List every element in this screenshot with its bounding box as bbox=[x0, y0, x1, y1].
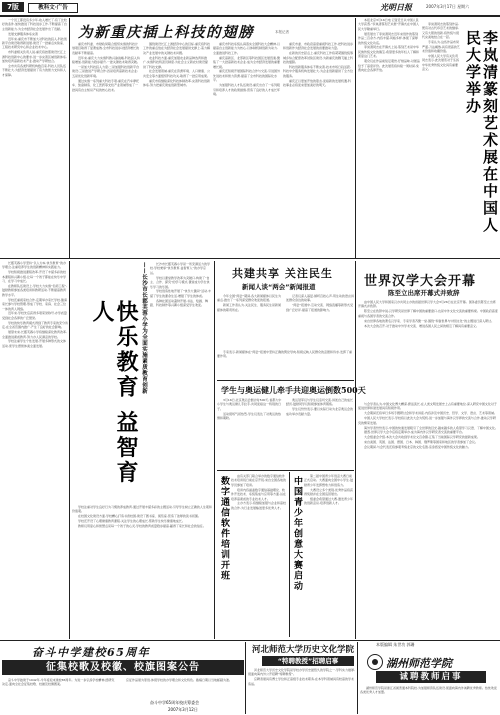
youth-headline: 中国青少年创意大赛启动 bbox=[292, 476, 302, 592]
hebei-subhead: “特聘教授”招聘启事 bbox=[262, 656, 354, 666]
gongjian-body-2: 记者们深入基层,倾听百姓心声,用生动的语言讲述群众身边的故事。 “两会”报道中,互动交流、网络直播等新形式受到广泛好评,提高了报道的影响力。 bbox=[286, 294, 354, 312]
masthead-rule bbox=[0, 15, 500, 17]
page-tag: 7版 bbox=[2, 2, 24, 12]
left-mid-column: 长郡芙蓉小学坚持“以人为本,快乐教育”的办学理念,注重培养学生的创新精神和实践能力。 学校积极推进课程改革,开设了丰富多彩的校本课程和兴趣小组,让每一个孩子都能在快乐中学习、在学习中成长。 在教师队伍建设上,学校大力实施“名师工程”,鼓励教师参加各类培训和教研活动,不断提高教育教学水平。 学校还重视家校合作,定期举办家长学校,邀请家长参与学校管理,形成了学校、家庭、社会三位一体的育人网络。 近年来,学校先后获得多项荣誉称号,办学质量受到社会各界的广泛赞誉。 学校的快乐教育模式得到了教育专家的充分肯定,在全省范围内推广,产生了良好的社会影响。 展望未来,长郡芙蓉小学将继续深化教育改革,全面推进素质教育,努力办人民满意的学校。 学校注重学生个性发展,开展多种形式的文体活动,使学生德智体美全面发展。 bbox=[2, 261, 68, 348]
hebei-headline: 河北师范大学历史文化学院 bbox=[252, 645, 355, 655]
chongqing-body-4: 重庆市委、市政府高度重视科技工作,把科技进步和创新作为经济社会发展的首要推动力量。 在新的历史起点上,重庆科技工作将紧紧围绕统筹城乡综合配套改革试验区建设,为新重庆的腾飞插上科技的翅膀。 科技创新服务体系不断完善,技术市场日趋活跃,科技中介服务机构发展壮大,为企业创新提供了全方位的服务。 重庆正以更加开放的姿态,迎接新的发展机遇,科技事业必将迎来更加美好的明天。 bbox=[283, 42, 353, 88]
masthead bbox=[0, 0, 500, 15]
exhibit-body-2: 李岚清同志的篆刻作品,既有对古代印章艺术的继承,又有大胆的创新,将传统与现代完美地结合在一起。 专家认为,这些作品布局严谨,刀法娴熟,具有很高的艺术价值和收藏价值。 中国人民大学有关负责同志表示,此次展览对于弘扬中华优秀传统文化具有重要意义。 bbox=[422, 22, 460, 72]
huzhou-body: 湖州师范学院是浙江省属普通本科院校,为加强师资队伍建设,现面向海内外诚聘优秀教师。热忱欢迎各类优秀人才加盟。 bbox=[360, 686, 497, 695]
chongqing-body-1: 重庆市科委、市财政局联合组织实施的科技计划项目取得了显著成效,全市科技进步对经济增长的贡献率不断提高。 近年来,重庆大力实施科教兴渝战略,科技投入持续增加,创新能力稳步提升,一批关键技术取得突破。 一是加大科技投入力度;二是加强科技创新平台建设;三是推进产学研合作;四是培育高新技术企业;五是优化创新环境。 通过实施一系列重大科技专项,重庆在汽车摩托车、装备制造、化工医药等支柱产业领域形成了一批具有自主知识产权的核心技术。 bbox=[72, 42, 140, 92]
gongjian-subhead: 新闻人谈“两会”新闻报道 bbox=[242, 283, 316, 291]
digital-headline: 数字通信软件培训开班 bbox=[219, 476, 229, 581]
horizontal-rule bbox=[0, 258, 500, 259]
sinology-headline: 世界汉学大会开幕 bbox=[364, 274, 477, 289]
paper-name: 光明日报 bbox=[380, 2, 412, 12]
fendou-headline-1: 奋斗中学建校65周年 bbox=[32, 646, 151, 659]
sinology-body-2: 与会学者认为,中国文化博大精深,源远流长,在人类文明发展史上占有重要地位,深入研究中国文化对于促进世界和谐发展具有积极作用。 大会期间还将举行多场专题研讨会和学术讲座,内容涉及中国历史、哲学、文学、语言、艺术等领域。 中国人民大学校长表示,学校将以此次大会为契机,进一步加强与海外汉学界的交流与合作,推动汉学研究的繁荣发展。 海外学者纷纷表示,中国的快速发展吸引了全世界的目光,越来越多的人希望学习汉语、了解中国文化。 据悉,世界汉学大会今后将定期举办,成为海内外汉学研究者交流的重要平台。 大会组委会介绍,本次大会共收到学术论文百余篇,汇集了当前国际汉学研究的最新成果。 来自美国、英国、法国、德国、日本、韩国、俄罗斯等国家和地区的学者参加了会议。 会议期间,与会代表还将参观考察北京的文化名胜,亲身感受中国传统文化的魅力。 bbox=[358, 402, 498, 450]
kuaile-body-1: 长沙市长郡芙蓉小学是一所充满活力的学校,学校秉承“快乐教育,益智育人”的办学宗旨。 学校以课堂教学改革为突破口,构建了“自主、合作、探究”的学习模式,课堂成为学生快乐学习的乐园。 学校创造性地开展了“快乐大课间”活动,丰富了学生的课余生活,增强了学生的体质。 各种社团活动蓬勃开展,书法、绘画、舞蹈、科技制作等兴趣小组深受学生欢迎。 bbox=[150, 262, 212, 308]
huzhou-title: 诚聘教师启事 bbox=[376, 671, 486, 683]
column-divider bbox=[214, 261, 215, 639]
hebei-body: 河北师范大学历史文化学院是学校办学历史最悠久的学院之一,学科实力雄厚,现面向海内外公开招聘“特聘教授”。 应聘者须具有博士学位和正高级专业技术职务,在本学科领域具有较高的学术造诣。 bbox=[248, 668, 355, 686]
exhibit-headline: 李岚清篆刻艺术展在中国人民大学举办 bbox=[464, 30, 499, 234]
kuaile-body-2: 学校注重对学生良好行为习惯的养成教育,通过开展丰富多彩的主题活动,引导学生树立正确的人生观和价值观。 在校园文化建设方面,学校精心打造书香校园,建设了图书室、阅览室,营造了浓厚的读书氛围。 学校还开设了心理健康教育课程,关注学生的心理成长,帮助学生快乐健康地成长。 教师们用爱心和智慧点亮每一个孩子的心灵,学校的教育质量稳步提高,赢得了家长和社会的信任。 bbox=[72, 505, 212, 529]
column-divider bbox=[245, 642, 246, 714]
editor-credit: 本版编辑 朱世功 郭珊 bbox=[376, 642, 415, 647]
column-divider bbox=[289, 472, 290, 637]
sinology-subhead: 陈至立出席开幕式并致辞 bbox=[388, 289, 460, 297]
date-line: 2007年3月17日 星期六 bbox=[426, 4, 470, 9]
olympics-headline: 学生与奥运健儿牵手共迎奥运倒数500天 bbox=[221, 385, 366, 395]
column-divider bbox=[69, 18, 70, 258]
column-divider bbox=[357, 642, 358, 714]
youth-body: 第二届中国青少年创意大赛日前正式启动。大赛面向全国中小学生,鼓励青少年发挥想象力和创造力。 大赛设立多个类别,优秀作品将获得奖励并在全国巡回展出。 组委会希望通过大赛,激发青少年的创新意识,培养创新人才。 bbox=[304, 474, 353, 506]
exhibit-body-1: 本报北京3月16日电 记者近日从中国人民大学获悉,“李岚清篆刻艺术展”开幕式在中国人民大学隆重举行。 展览展出了李岚清同志近年来创作的篆刻作品二百余方,内容丰富,风格多样,体现了深厚的传统文化功底。 李岚清同志在开幕式上说,篆刻艺术是中华民族传统文化的瑰宝,希望更多的年轻人了解和喜爱这门艺术。 观众们在作品前驻足观赏,仔细品味,对展品给予了高度评价。此次展览将持续一周时间,免费向社会各界开放。 bbox=[358, 18, 420, 72]
top-left-column: 一个员工都没有多少年,收入增长了,有了比较好的条件,加快推进了科技进步工作,不断提高了自主创新能力,为全市经济社会发展作出了贡献。 发展支撑服务体系完善 近年来,重庆市不断加大对科技的投入,科技创新平台建设取得新进展,建设了一批重点实验室、工程技术研究中心和企业技术中心。 市科委相关负责人说,重庆将按照建设长江上游科技创新中心的要求,进一步完善区域创新体系,加快培育高新技术产业,推动产学研结合。 全市共有各类科研机构数百家,科技人员队伍不断壮大,为经济发展提供了有力的智力支持和人才保障。 bbox=[2, 18, 67, 77]
olympics-body-2: 奥运冠军们与学生们亲切交流,讲述自己的成长经历,鼓励同学们积极参加体育锻炼。 学生们纷纷表示,要以实际行动为北京奥运会的成功举办贡献力量。 bbox=[286, 398, 353, 416]
huzhou-school: 湖州师范学院 bbox=[386, 657, 452, 670]
horizontal-rule bbox=[0, 640, 500, 641]
fendou-footer-2: 2007年3月12日 bbox=[168, 707, 198, 712]
fendou-body-1: 奋斗中学始建于1942年,今年将迎来建校65周年。为进一步弘扬学校精神,经研究决定,面向全社会征集校歌、校徽及校旗图案。 bbox=[2, 678, 115, 687]
digital-body: 由有关部门联合举办的数字通信软件技术培训班日前在京开班,来自全国各地的学员参加了培训。 培训内容涵盖数字通信基础理论、软件开发技术、系统集成与应用等方面,旨在培养高素质的专业技术人才。 主办方表示,将继续加强与企业和高校的合作,为行业发展输送更多优秀人才。 bbox=[231, 474, 286, 510]
horizontal-rule bbox=[217, 470, 354, 471]
column-divider bbox=[355, 18, 356, 258]
kuaile-subhead: ——长沙市长郡芙蓉小学为全面实施素质教育创新 bbox=[141, 262, 147, 394]
column-divider bbox=[355, 261, 356, 639]
fendou-footer-1: 奋斗中学65周年校庆筹委会 bbox=[150, 700, 200, 705]
section-tag: 教科文·广告 bbox=[28, 3, 78, 13]
olympics-body-1: 3月16日,北京奥运会倒计时500天,首都大中小学生与奥运健儿手拉手,共同迎接这一特别的日子。 活动现场气氛热烈,学生们表达了对奥运的热情和期盼。 bbox=[217, 398, 282, 421]
author-line: 本报记者 bbox=[275, 30, 289, 34]
kuaile-headline: 快乐教育 益智育人 bbox=[89, 300, 139, 486]
university-seal-icon bbox=[367, 654, 383, 670]
chongqing-body-3: 重庆市科技系统认真落实全国科技大会精神,以提高自主创新能力为核心,以体制机制创新为动力,全面推进科技工作。 重庆高新区、北部新区等科技园区发展迅速,聚集了一大批高新技术企业,成为全市经济发展的重要增长极。 重庆还积极开展国际科技合作与交流,引进国外先进技术和智力资源,提高了全市科技的国际化水平。 为加强科技人才队伍建设,重庆出台了一系列吸引和培养人才的政策措施,营造了良好的人才成长环境。 bbox=[213, 42, 280, 96]
gongjian-body-1: 今年全国“两会”期间,各大新闻媒体以民生为重点,推出了一系列深受群众欢迎的报道。 新闻工作者认为,关注民生、服务民生是新闻媒体的职责所在。 bbox=[217, 294, 282, 312]
chongqing-body-2: 围绕建设长江上游经济中心的目标,重庆将科技工作的重点放在为经济社会发展提供支撑上,着力解决产业发展中的关键技术问题。 农业科技方面,重庆加强农业新品种选育和推广,实施科技特派员制度,为社会主义新农村建设提供了科技支撑。 社会发展领域,重庆在资源环境、人口健康、公共安全等方面组织科技攻关,取得了一批应用成果。 重庆市将继续深化科技体制改革,完善科技创新体系,努力把重庆建成创新型城市。 bbox=[143, 42, 210, 88]
sinology-body-1: 由中国人民大学和国家汉办共同主办的首届世界汉学大会3月26日在北京开幕。国务委员陈至立出席开幕式并致辞。 陈至立在致辞中说,汉学研究是世界了解中国的重要窗口,也是中外文化交流的重要桥梁。中国政府高度重视与各国学者的交流合作。 来自世界各地的著名汉学家、专家学者齐聚一堂,围绕“和谐世界与中国文化”的主题进行深入研讨。 本次大会的召开,对于推动中外学术交流、增进各国人民之间的相互了解具有重要意义。 bbox=[358, 300, 498, 328]
horizontal-rule bbox=[217, 380, 354, 381]
gongjian-headline: 共建共享 关注民生 bbox=[232, 267, 333, 280]
fendou-headline-2: 征集校歌及校徽、校旗图案公告 bbox=[2, 660, 244, 675]
kuaile-headline-box bbox=[72, 300, 139, 500]
column-divider bbox=[69, 261, 70, 639]
chongqing-title: 为新重庆插上科技的翅膀 bbox=[78, 24, 254, 41]
fendou-body-2: 应征作品须为原创,体现学校的办学理念和文化特色。截稿日期以当地邮戳为准。 bbox=[126, 678, 232, 682]
gongjian-body-3: 专家表示,新闻媒体在“两会”报道中坚持正确的舆论导向,积极反映人民群众的意愿和诉求,发挥了重要作用。 bbox=[217, 350, 352, 359]
